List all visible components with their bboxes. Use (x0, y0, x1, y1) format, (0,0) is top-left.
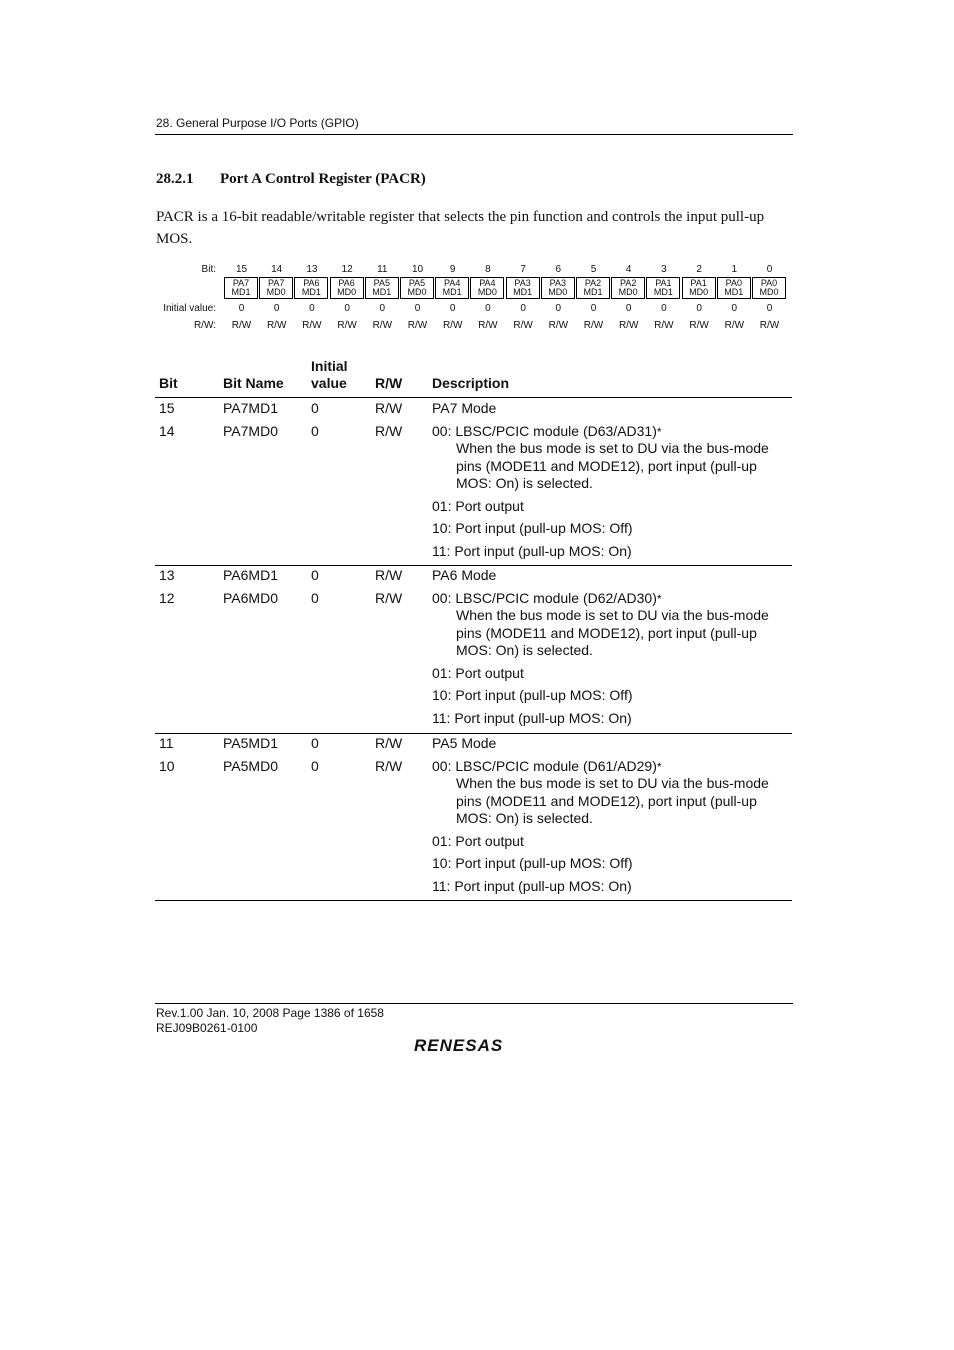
initial-value: 0 (731, 303, 738, 314)
bit-number: 2 (696, 264, 702, 275)
bit-number: 13 (306, 264, 318, 275)
initial-value: 0 (273, 303, 280, 314)
description-option: 11: Port input (pull-up MOS: On) (432, 709, 632, 726)
description-option: 11: Port input (pull-up MOS: On) (432, 877, 632, 894)
bit-number: 15 (235, 264, 248, 275)
register-bit-name-box (224, 277, 258, 299)
row-rw: R/W (375, 422, 403, 439)
group-rule (155, 565, 792, 566)
row-description (432, 423, 662, 442)
register-bit-name-box (682, 277, 716, 299)
row-bit: 13 (159, 567, 175, 583)
table-bottom-rule (155, 900, 792, 901)
row-initial-value: 0 (311, 735, 319, 751)
description-option: 01: Port output (432, 497, 524, 514)
initial-value: 0 (344, 303, 350, 314)
initial-value: 0 (414, 303, 421, 314)
bit-number: 3 (661, 264, 667, 275)
bit-name-line-1: PA3 (549, 278, 566, 288)
bit-name-line-1: PA5 (373, 278, 390, 288)
description-continuation: When the bus mode is set to DU via the bus-mode (456, 775, 769, 791)
intro-paragraph: PACR is a 16-bit readable/writable register that selects the pin function and controls the input pull-up MOS. (156, 209, 765, 247)
row-rw: R/W (375, 400, 403, 416)
table-header-rule (155, 397, 792, 398)
row-initial-value: 0 (311, 400, 319, 416)
row-description: PA7 Mode (432, 400, 497, 416)
register-bit-name-box (259, 277, 293, 299)
initial-value: 0 (449, 303, 456, 314)
bit-number: 10 (411, 264, 424, 275)
rw-value: R/W (478, 320, 498, 331)
rw-value: R/W (442, 320, 463, 331)
bit-name-line-2: MD0 (477, 287, 497, 297)
row-initial-value: 0 (311, 757, 319, 774)
rw-value: R/W (724, 320, 745, 331)
register-bit-name-box (435, 277, 469, 299)
description-option: 01: Port output (432, 664, 524, 681)
header-initial: Initial (311, 358, 348, 374)
description-text: 00: LBSC/PCIC module (D61/AD29) (432, 757, 657, 774)
bit-name-line-1: PA2 (620, 278, 637, 288)
rw-value: R/W (302, 320, 322, 331)
section-number: 28.2.1 (156, 171, 194, 187)
bit-number: 9 (449, 264, 456, 275)
rw-value: R/W (618, 320, 639, 331)
description-text: 00: LBSC/PCIC module (D62/AD30) (432, 589, 657, 606)
bit-name-line-1: PA1 (690, 278, 707, 288)
row-description (432, 758, 662, 777)
rw-value: R/W (513, 320, 533, 331)
initial-value: 0 (590, 303, 597, 314)
register-bit-name-box (506, 277, 540, 299)
description-text: 00: LBSC/PCIC module (D63/AD31) (432, 422, 657, 439)
row-description (432, 590, 662, 609)
description-continuation: When the bus mode is set to DU via the bus-mode (456, 607, 769, 623)
register-name-boxes (224, 277, 787, 299)
bit-name-line-1: PA6 (303, 278, 320, 288)
bit-number: 14 (271, 264, 283, 275)
row-bit-name: PA5MD0 (223, 757, 278, 774)
footnote-asterisk: * (656, 424, 662, 439)
rw-label: R/W: (193, 320, 216, 331)
bit-number: 6 (555, 264, 562, 275)
row-bit-name: PA6MD0 (223, 589, 278, 606)
row-description: PA5 Mode (432, 735, 497, 751)
description-option: 01: Port output (432, 832, 524, 849)
bit-name-line-1: PA0 (725, 278, 742, 288)
bit-number: 4 (625, 264, 632, 275)
register-rw-row (155, 320, 790, 334)
register-bit-name-box (576, 277, 610, 299)
bit-number: 0 (766, 264, 773, 275)
row-bit: 11 (159, 735, 174, 751)
bit-number: 8 (485, 264, 491, 275)
description-continuation: MOS: On) is selected. (456, 810, 593, 826)
row-initial-value: 0 (311, 567, 319, 583)
description-continuation: pins (MODE11 and MODE12), port input (pull-up (456, 624, 757, 641)
bit-name-line-1: PA5 (408, 278, 426, 288)
rw-value: R/W (759, 320, 780, 331)
bit-label: Bit: (201, 264, 216, 275)
bit-name-line-2: MD1 (301, 287, 321, 297)
initial-value: 0 (520, 303, 526, 314)
initial-value: 0 (766, 303, 773, 314)
group-rule (155, 733, 792, 734)
bit-name-line-1: PA2 (584, 278, 602, 288)
initial-value: 0 (625, 303, 632, 314)
register-bit-name-box (365, 277, 399, 299)
header-description: Description (432, 375, 510, 391)
register-initial-row (155, 303, 790, 317)
bit-number: 7 (520, 264, 526, 275)
bit-name-line-2: MD1 (653, 287, 673, 297)
initial-value: 0 (661, 303, 667, 314)
row-rw: R/W (375, 757, 403, 774)
bit-name-line-1: PA3 (514, 278, 531, 288)
rw-value: R/W (266, 320, 287, 331)
initial-value: 0 (696, 303, 702, 314)
footer-doc-number: REJ09B0261-0100 (156, 1021, 258, 1035)
row-rw: R/W (375, 567, 403, 583)
bit-number: 12 (341, 264, 353, 275)
bit-name-line-2: MD0 (407, 287, 427, 297)
bit-name-line-1: PA7 (232, 278, 250, 288)
footnote-asterisk: * (656, 759, 662, 774)
bit-name-line-1: PA7 (268, 278, 285, 288)
row-bit: 12 (159, 589, 175, 606)
bit-name-line-2: MD0 (266, 287, 286, 297)
description-continuation: When the bus mode is set to DU via the bus-mode (456, 440, 769, 456)
initial-value: 0 (555, 303, 562, 314)
bit-number: 11 (377, 264, 388, 275)
description-continuation: pins (MODE11 and MODE12), port input (pull-up (456, 457, 757, 474)
register-bit-row (155, 264, 790, 278)
description-continuation: MOS: On) is selected. (456, 642, 593, 658)
footnote-asterisk: * (656, 591, 662, 606)
row-bit-name: PA7MD0 (223, 422, 278, 439)
row-rw: R/W (375, 735, 403, 751)
bit-name-line-2: MD0 (548, 287, 568, 297)
row-initial-value: 0 (311, 589, 319, 606)
rw-value: R/W (583, 320, 604, 331)
register-bit-name-box (646, 277, 680, 299)
row-rw: R/W (375, 589, 403, 606)
footer-rule (155, 1003, 793, 1004)
bit-name-line-1: PA4 (444, 278, 461, 288)
description-continuation: MOS: On) is selected. (456, 475, 593, 491)
header-value: value (311, 375, 347, 391)
bit-name-line-2: MD1 (724, 287, 744, 297)
initial-value: 0 (238, 303, 245, 314)
initial-value: 0 (485, 303, 491, 314)
bit-name-line-2: MD0 (759, 287, 779, 297)
header-rw: R/W (375, 375, 403, 391)
bit-name-line-1: PA1 (655, 278, 672, 288)
bit-number: 5 (590, 264, 597, 275)
description-option: 10: Port input (pull-up MOS: Off) (432, 687, 633, 703)
register-bit-name-box (611, 277, 645, 299)
row-initial-value: 0 (311, 422, 319, 439)
bit-name-line-2: MD0 (618, 287, 638, 297)
section-title (156, 171, 426, 188)
row-bit: 10 (159, 757, 175, 774)
section-heading: Port A Control Register (PACR) (220, 171, 426, 187)
row-bit-name: PA7MD1 (223, 400, 278, 416)
register-bit-name-box (717, 277, 751, 299)
footer-revision: Rev.1.00 Jan. 10, 2008 Page 1386 of 1658 (156, 1006, 384, 1020)
register-bit-name-box (330, 277, 364, 299)
header-bit-name: Bit Name (223, 375, 284, 391)
header-bit: Bit (159, 375, 178, 391)
row-bit: 15 (159, 400, 175, 416)
row-bit-name: PA6MD1 (223, 567, 278, 583)
bit-name-line-2: MD1 (442, 287, 462, 297)
bit-number: 1 (731, 264, 738, 275)
row-bit-name: PA5MD1 (223, 735, 278, 751)
rw-value: R/W (231, 320, 252, 331)
initial-value-label: Initial value: (163, 303, 216, 314)
bit-name-line-1: PA4 (479, 278, 496, 288)
rw-value: R/W (372, 320, 393, 331)
initial-value: 0 (309, 303, 315, 314)
bit-name-line-2: MD1 (583, 287, 603, 297)
renesas-logo-text: RENESAS (414, 1036, 504, 1055)
bit-name-line-2: MD0 (689, 287, 709, 297)
rw-value: R/W (689, 320, 709, 331)
bit-name-line-1: PA0 (760, 278, 778, 288)
running-header: 28. General Purpose I/O Ports (GPIO) (156, 116, 359, 130)
rw-value: R/W (337, 320, 357, 331)
renesas-logo (414, 1035, 534, 1055)
bit-name-line-2: MD0 (337, 287, 357, 297)
row-bit: 14 (159, 422, 175, 439)
description-option: 10: Port input (pull-up MOS: Off) (432, 855, 633, 871)
rw-value: R/W (654, 320, 674, 331)
register-bit-name-box (400, 277, 434, 299)
bit-name-line-1: PA6 (338, 278, 355, 288)
description-continuation: pins (MODE11 and MODE12), port input (pull-up (456, 792, 757, 809)
bit-name-line-2: MD1 (231, 287, 251, 297)
register-bit-name-box (541, 277, 575, 299)
register-bit-name-box (752, 277, 786, 299)
row-description: PA6 Mode (432, 567, 497, 583)
bit-name-line-2: MD1 (513, 287, 533, 297)
register-bit-name-box (470, 277, 504, 299)
bit-name-line-2: MD1 (372, 287, 392, 297)
description-option: 11: Port input (pull-up MOS: On) (432, 542, 632, 559)
initial-value: 0 (379, 303, 386, 314)
description-option: 10: Port input (pull-up MOS: Off) (432, 520, 633, 536)
register-bit-name-box (294, 277, 328, 299)
rw-value: R/W (407, 320, 428, 331)
header-rule (155, 134, 793, 135)
rw-value: R/W (548, 320, 569, 331)
